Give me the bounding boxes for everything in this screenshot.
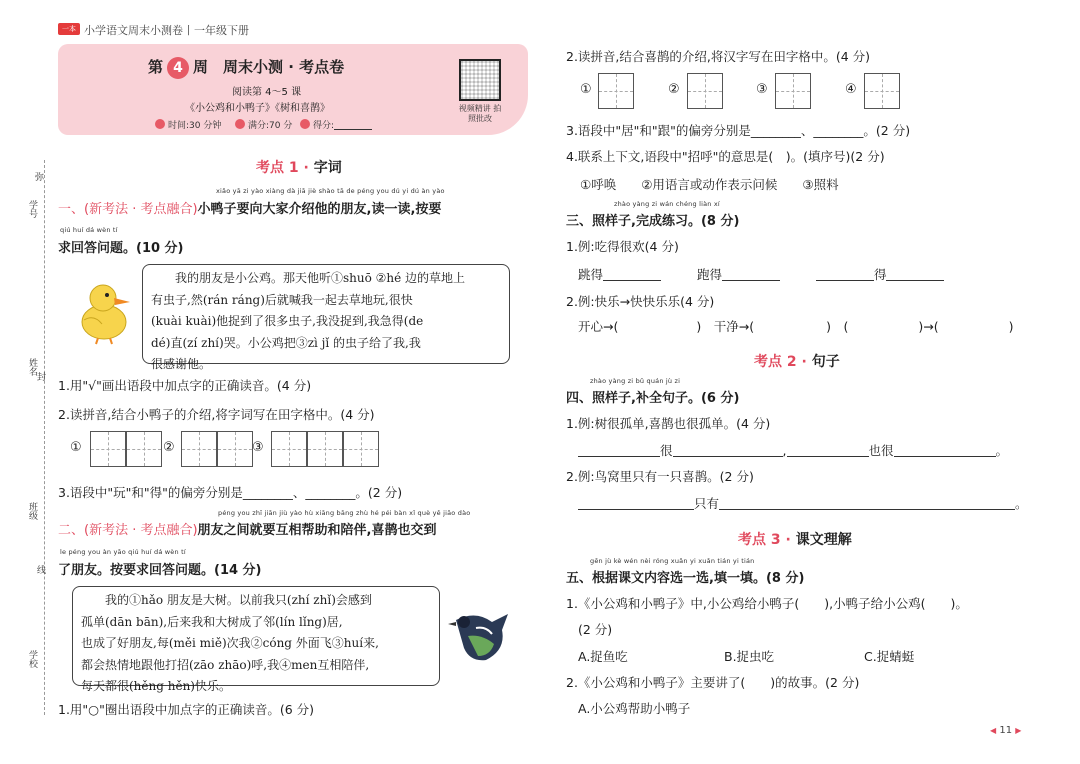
writing-cell[interactable] [217, 431, 253, 467]
q3-sub2: 2.例:快乐→快快乐乐(4 分) [566, 294, 715, 309]
writing-cell[interactable] [90, 431, 126, 467]
passage-line: 每天都很(hěng hěn)快乐。 [81, 679, 231, 693]
pinyin-line: gēn jù kè wén nèi róng xuǎn yi xuǎn tián yi tián [590, 557, 755, 565]
q4-sub1: 1.例:树很孤单,喜鹊也很孤单。(4 分) [566, 416, 771, 431]
writing-cell[interactable] [126, 431, 162, 467]
binding-line [44, 160, 45, 715]
brand-logo: 一本 [58, 23, 80, 35]
margin-xian: 线 [35, 565, 45, 574]
q2-sub3: 3.语段中"居"和"跟"的偏旁分别是________、________。(2 分) [566, 123, 911, 138]
q3-sub2-blanks: 开心→( ) 干净→( ) ( )→( ) [578, 319, 1014, 334]
pinyin-line: péng you zhī jiān jiù yào hù xiāng bāng zhù hé péi bàn xǐ què yě jiāo dào [218, 509, 471, 517]
q5-sub2-option-a: A.小公鸡帮助小鸭子 [578, 701, 691, 716]
cell-label: ③ [252, 440, 264, 455]
q4-sub2-blanks: 只有 。 [578, 494, 1028, 512]
passage-line: (kuài kuài)他捉到了很多虫子,我没捉到,我急得(de [151, 314, 424, 328]
book-title: 小学语文周末小测卷丨一年级下册 [84, 24, 249, 37]
clock-icon [155, 119, 165, 129]
margin-school: 学校 [27, 650, 37, 668]
writing-cell[interactable] [598, 73, 634, 109]
pinyin-line: zhào yàng zi wán chéng liàn xí [614, 200, 720, 208]
cell-label: ① [580, 82, 592, 97]
passage-box-2 [72, 586, 440, 693]
time-info: 时间:30 分钟 [155, 118, 221, 131]
q2-sub4: 4.联系上下文,语段中"招呼"的意思是( )。(填序号)(2 分) [566, 149, 885, 164]
question-2: 二、(新考法 · 考点融合)朋友之间就要互相帮助和陪伴,喜鹊也交到 [58, 523, 437, 538]
passage-line: 也成了好朋友,每(měi miě)次我②cóng 外面飞③huí来, [81, 636, 379, 650]
question-3: 三、照样子,完成练习。(8 分) [566, 214, 740, 229]
lesson-range: 阅读第 4～5 课 [232, 87, 302, 98]
passage-line: dé)直(zí zhí)哭。小公鸡把③zì jǐ 的虫子给了我,我 [151, 335, 421, 350]
writing-cell[interactable] [687, 73, 723, 109]
lesson-titles: 《小公鸡和小鸭子》《树和喜鹊》 [185, 103, 330, 114]
option-b: B.捉虫吃 [724, 649, 775, 664]
question-5: 五、根据课文内容选一选,填一填。(8 分) [566, 571, 805, 586]
option-c: C.捉蜻蜓 [864, 649, 915, 664]
margin-class: 班级 [27, 502, 37, 520]
q2-sub4-options: ①呼唤 ②用语言或动作表示问候 ③照料 [580, 177, 839, 192]
q3-sub1: 1.例:吃得很欢(4 分) [566, 239, 679, 254]
question-4: 四、照样子,补全句子。(6 分) [566, 391, 740, 406]
writing-cell[interactable] [775, 73, 811, 109]
q2-sub1: 1.用"○"圈出语段中加点字的正确读音。(6 分) [58, 702, 315, 717]
q1-sub3: 3.语段中"玩"和"得"的偏旁分别是________、________。(2 分) [58, 485, 403, 500]
q5-sub2: 2.《小公鸡和小鸭子》主要讲了( )的故事。(2 分) [566, 675, 860, 690]
prev-triangle-icon: ◀ [990, 726, 997, 735]
pinyin-line: zhào yàng zi bǔ quán jù zi [590, 377, 681, 385]
cell-label: ② [668, 82, 680, 97]
passage-line: 有虫子,然(rán ráng)后就喊我一起去草地玩,很快 [151, 292, 413, 307]
score-field[interactable]: 得分: [300, 118, 372, 131]
cell-label: ③ [756, 82, 768, 97]
ribbon-icon [235, 119, 245, 129]
question-2-cont: 了朋友。按要求回答问题。(14 分) [58, 563, 262, 578]
page-number: ◀ 11 ▶ [990, 725, 1022, 736]
writing-cell[interactable] [271, 431, 307, 467]
magpie-icon [446, 600, 516, 670]
passage-line: 我的①hǎo 朋友是大树。以前我只(zhí zhǐ)会感到 [81, 593, 372, 607]
target-icon [300, 119, 310, 129]
passage-line: 我的朋友是小公鸡。那天他听①shuō ②hé 边的草地上 [151, 271, 466, 285]
option-a: A.捉鱼吃 [578, 649, 628, 664]
pinyin-line: qiú huí dá wèn tí [60, 226, 118, 234]
q2-sub2: 2.读拼音,结合喜鹊的介绍,将汉字写在田字格中。(4 分) [566, 49, 871, 64]
duckling-icon [70, 278, 136, 346]
pinyin-line: le péng you àn yāo qiú huí dá wèn tí [60, 548, 186, 556]
question-1-cont: 求回答问题。(10 分) [58, 241, 184, 256]
question-1: 一、(新考法 · 考点融合)小鸭子要向大家介绍他的朋友,读一读,按要 [58, 202, 442, 217]
q5-sub1: 1.《小公鸡和小鸭子》中,小公鸡给小鸭子( ),小鸭子给小公鸡( )。 [566, 596, 968, 611]
writing-cell[interactable] [307, 431, 343, 467]
full-score-info: 满分:70 分 [235, 118, 292, 131]
margin-name: 姓名 [27, 358, 37, 376]
q4-sub1-blanks: 很 , 也很 。 [578, 441, 1008, 459]
cell-label: ② [163, 440, 175, 455]
writing-cell[interactable] [181, 431, 217, 467]
qr-code-icon[interactable] [459, 59, 501, 101]
section-head-3: 考点 3 · 课文理解 [738, 532, 852, 548]
writing-cell[interactable] [864, 73, 900, 109]
section-head-1: 考点 1 · 字词 [256, 160, 342, 176]
margin-student-id: 学号 [27, 200, 37, 218]
passage-line: 很感谢他。 [151, 357, 212, 371]
cell-label: ① [70, 440, 82, 455]
passage-box-1 [142, 264, 510, 371]
margin-feng: 封 [35, 372, 45, 381]
passage-line: 都会热情地跟他打招(zāo zhāo)呼,我④men互相陪伴, [81, 657, 370, 672]
q5-sub1-score: (2 分) [578, 622, 613, 637]
week-number-badge: 4 [167, 57, 189, 79]
next-triangle-icon: ▶ [1015, 726, 1022, 735]
cell-label: ④ [845, 82, 857, 97]
q1-sub2: 2.读拼音,结合小鸭子的介绍,将字词写在田字格中。(4 分) [58, 407, 375, 422]
pinyin-line: xiǎo yā zi yào xiàng dà jiā jiè shào tā de péng you dú yi dú àn yào [216, 187, 445, 195]
margin-mi: 弥 [33, 172, 43, 181]
passage-line: 孤单(dān bān),后来我和大树成了邻(lín lǐng)居, [81, 614, 343, 629]
writing-cell[interactable] [343, 431, 379, 467]
q3-sub1-blanks: 跳得 跑得 得 [578, 265, 944, 283]
page-title: 第 4 周 周末小测 · 考点卷 [148, 56, 344, 79]
section-head-2: 考点 2 · 句子 [754, 354, 840, 370]
q4-sub2: 2.例:鸟窝里只有一只喜鹊。(2 分) [566, 469, 754, 484]
qr-caption: 视频精讲 拍照批改 [458, 104, 502, 123]
q1-sub1: 1.用"√"画出语段中加点字的正确读音。(4 分) [58, 378, 312, 393]
